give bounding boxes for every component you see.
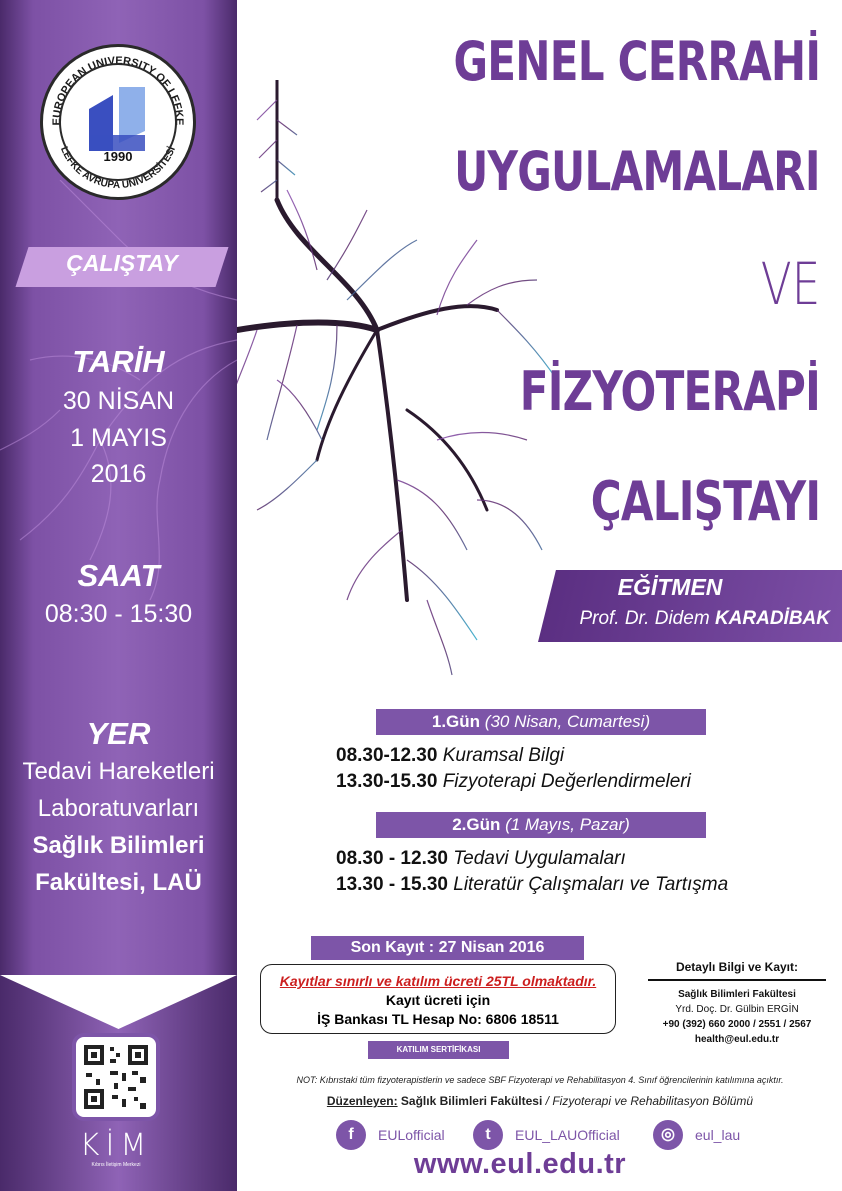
workshop-tag: ÇALIŞTAY [66, 250, 178, 276]
organizer-label: Düzenleyen: [326, 1094, 398, 1108]
social-instagram[interactable] [653, 1120, 740, 1150]
schedule-title: Kuramsal Bilgi [442, 745, 565, 766]
schedule-time: 08.30-12.30 [336, 745, 438, 766]
logo-year: 1990 [103, 149, 133, 164]
title-line-3: VE [760, 250, 820, 318]
date-line-1: 30 NİSAN [62, 387, 175, 415]
day-1-detail: (30 Nisan, Cumartesi) [484, 712, 651, 731]
organizer-department: / Fizyoterapi ve Rehabilitasyon Bölümü [545, 1094, 754, 1108]
eligibility-note: NOT: Kıbrıstaki tüm fizyoterapistlerin ve sadece SBF Fizyoterapi ve Rehabilitasyon 4. Sınıf öğrencilerinin katılımına açıktır. [296, 1075, 784, 1085]
title-line-5: ÇALIŞTAYI [590, 470, 820, 533]
date-line-3: 2016 [90, 460, 147, 488]
date-line-2: 1 MAYIS [70, 424, 167, 452]
logo-emblem [59, 63, 177, 181]
trainer-name [540, 608, 830, 630]
website-link[interactable]: www.eul.edu.tr [413, 1148, 627, 1180]
certificate-badge: KATILIM SERTİFİKASI VERİLECEKTİR. [368, 1041, 509, 1059]
social-label: eul_lau [695, 1127, 741, 1143]
date-heading: TARİH [72, 344, 165, 379]
schedule-time: 13.30 - 15.30 [336, 874, 448, 895]
trainer-surname: KARADİBAK [714, 608, 830, 629]
logo-ring-top-text: EUROPEAN UNIVERSITY OF LEFKE [50, 54, 186, 126]
schedule-item [336, 874, 728, 896]
schedule-time: 08.30 - 12.30 [336, 848, 448, 869]
contact-heading: Detaylı Bilgi ve Kayıt: [648, 960, 826, 981]
title-line-1: GENEL CERRAHİ [453, 30, 820, 93]
schedule-title: Fizyoterapi Değerlendirmeleri [442, 771, 691, 792]
schedule-title: Literatür Çalışmaları ve Tartışma [453, 874, 729, 895]
contact-email[interactable]: health@eul.edu.tr [694, 1034, 780, 1045]
fee-notice: Kayıtlar sınırlı ve katılım ücreti 25TL olmaktadır. [279, 973, 597, 989]
kim-logo: KİM [79, 1128, 153, 1163]
bank-account: İŞ Bankası TL Hesap No: 6806 18511 [317, 1011, 559, 1027]
logo-ring-bottom-text: LEFKE AVRUPA ÜNİVERSİTESİ [57, 145, 178, 192]
place-heading: YER [86, 716, 151, 751]
qr-code-icon [76, 1037, 156, 1117]
twitter-icon: t [473, 1120, 503, 1150]
time-heading: SAAT [77, 558, 160, 593]
schedule-time: 13.30-15.30 [336, 771, 438, 792]
social-facebook[interactable] [336, 1120, 445, 1150]
facebook-icon: f [336, 1120, 366, 1150]
schedule-item [336, 745, 564, 767]
organizer-faculty: Sağlık Bilimleri Fakültesi [400, 1094, 543, 1108]
qr-code[interactable] [72, 1033, 160, 1121]
schedule-title: Tedavi Uygulamaları [453, 848, 626, 869]
place-line-2: Laboratuvarları [37, 795, 200, 822]
instagram-icon: ◎ [653, 1120, 683, 1150]
day-1-bar [376, 709, 706, 735]
fee-info-box [260, 964, 616, 1034]
contact-phone[interactable]: +90 (392) 660 2000 / 2551 / 2567 [662, 1019, 812, 1030]
trainer-name-prefix: Prof. Dr. Didem [579, 608, 710, 629]
day-2-label: 2.Gün [452, 815, 501, 834]
day-2-bar [376, 812, 706, 838]
social-label: EUL_LAUOfficial [515, 1127, 620, 1143]
schedule-item [336, 771, 691, 793]
university-logo[interactable] [40, 44, 196, 200]
trainer-heading: EĞİTMEN [617, 574, 723, 600]
social-label: EULofficial [378, 1127, 445, 1143]
day-2-detail: (1 Mayıs, Pazar) [505, 815, 630, 834]
organizer-line [240, 1094, 840, 1108]
schedule-item [336, 848, 626, 870]
time-value: 08:30 - 15:30 [44, 600, 193, 628]
place-line-1: Tedavi Hareketleri [22, 758, 215, 785]
social-twitter[interactable] [473, 1120, 620, 1150]
title-line-4: FİZYOTERAPİ [519, 360, 820, 423]
contact-faculty: Sağlık Bilimleri Fakültesi [678, 989, 796, 1000]
day-1-label: 1.Gün [431, 712, 481, 731]
registration-deadline: Son Kayıt : 27 Nisan 2016 [311, 936, 584, 960]
contact-block [648, 960, 826, 1047]
kim-logo-subtitle: Kıbrıs İletişim Merkezi [91, 1162, 141, 1168]
fee-account-label: Kayıt ücreti için [385, 992, 491, 1008]
place-line-4: Fakültesi, LAÜ [35, 869, 202, 896]
place-line-3: Sağlık Bilimleri [32, 832, 205, 859]
title-line-2: UYGULAMALARI [454, 140, 820, 203]
contact-person: Yrd. Doç. Dr. Gülbin ERGİN [675, 1004, 799, 1015]
